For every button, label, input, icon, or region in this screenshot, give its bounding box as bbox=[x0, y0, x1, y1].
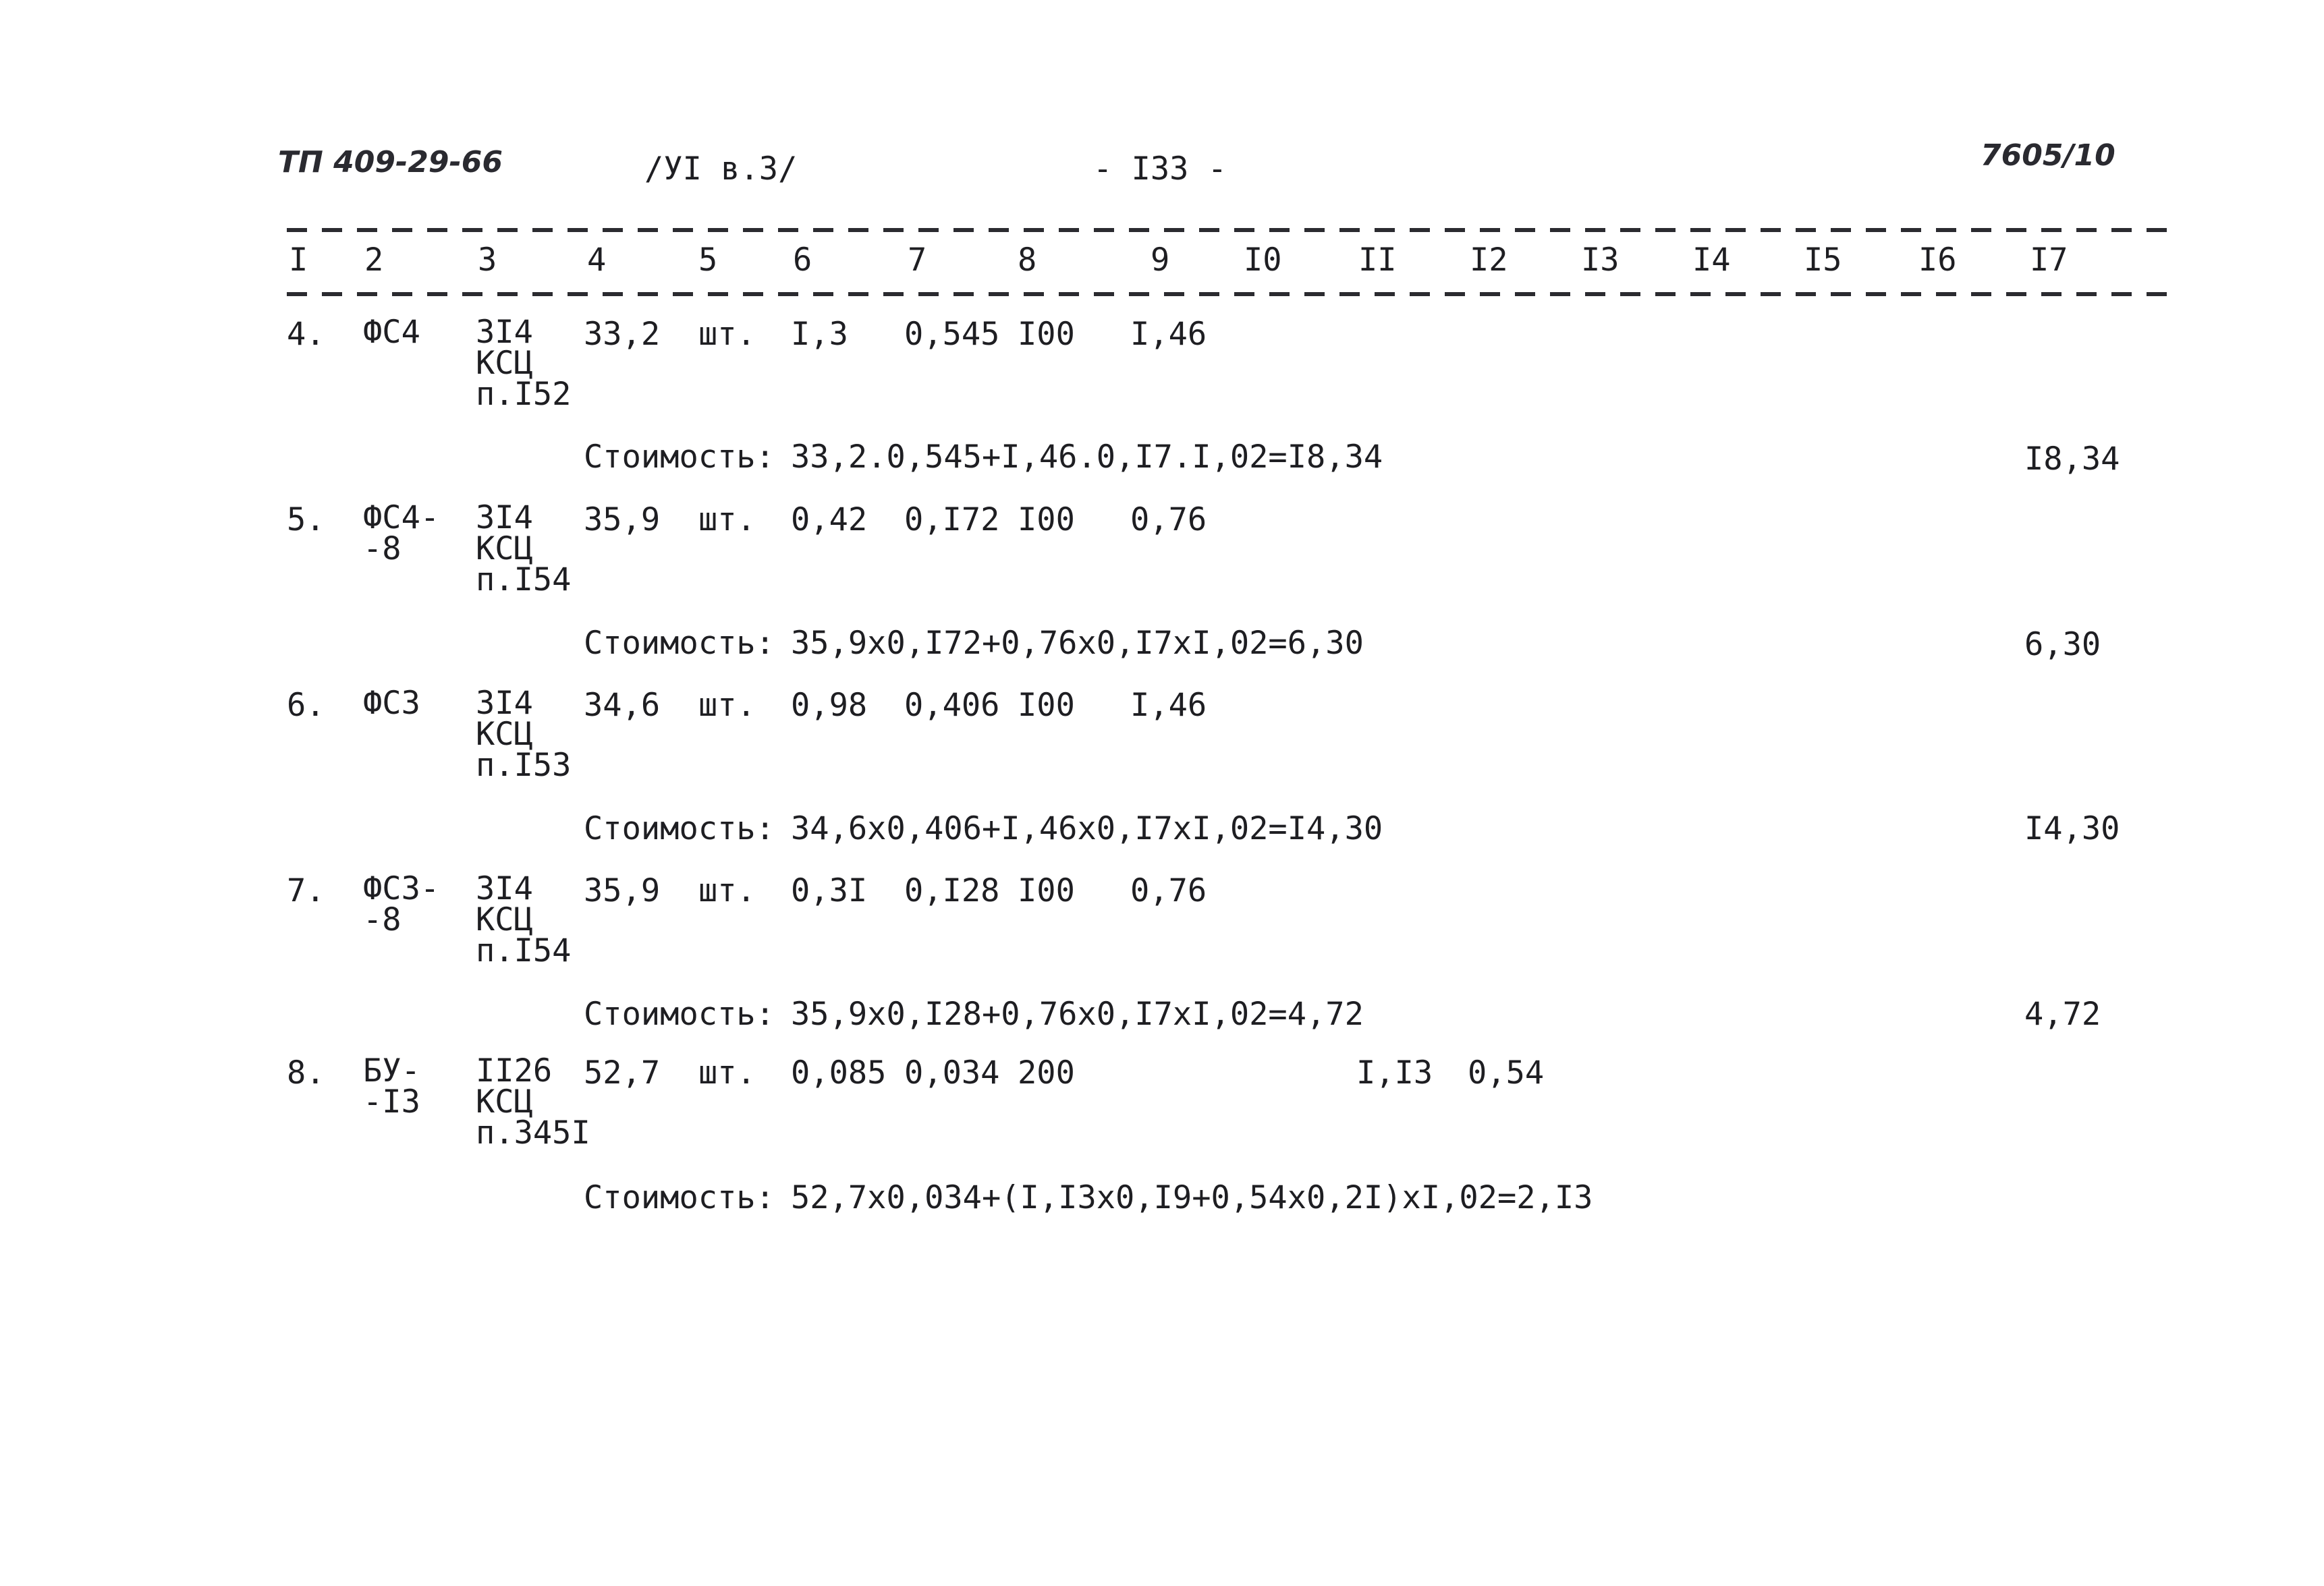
row-total: 4,72 bbox=[2024, 996, 2101, 1033]
reference-line: КСЦ bbox=[476, 716, 533, 753]
row-number: 7. bbox=[287, 872, 325, 909]
column-header: I7 bbox=[2030, 242, 2068, 279]
cost-formula: 35,9х0,I28+0,76х0,I7хI,02=4,72 bbox=[791, 996, 1364, 1033]
cell-col7: 0,406 bbox=[904, 687, 1000, 724]
reference-line: 3I4 bbox=[476, 314, 533, 351]
header-rule-top bbox=[287, 228, 2176, 232]
item-name-line: -I3 bbox=[363, 1083, 420, 1121]
cell-col8: I00 bbox=[1018, 501, 1075, 538]
item-name bbox=[363, 870, 440, 938]
cell-col11: I,I3 bbox=[1356, 1054, 1433, 1092]
cell-unit: шт. bbox=[698, 872, 756, 909]
column-header: 2 bbox=[364, 242, 384, 279]
reference-line: п.345I bbox=[476, 1114, 590, 1152]
cell-col9: 0,76 bbox=[1130, 872, 1207, 909]
row-number: 8. bbox=[287, 1054, 325, 1092]
item-reference bbox=[476, 314, 572, 413]
column-header: I6 bbox=[1918, 242, 1957, 279]
cell-col4: 35,9 bbox=[584, 872, 661, 909]
cell-col6: I,3 bbox=[791, 316, 848, 353]
item-name-line: ФС4 bbox=[363, 314, 420, 351]
row-number: 4. bbox=[287, 316, 325, 353]
item-name bbox=[363, 1052, 420, 1121]
cell-col4: 52,7 bbox=[584, 1054, 661, 1092]
row-total: 6,30 bbox=[2024, 626, 2101, 663]
reference-line: КСЦ bbox=[476, 1083, 533, 1121]
item-reference bbox=[476, 499, 572, 598]
cell-unit: шт. bbox=[698, 501, 756, 538]
cost-formula: 35,9х0,I72+0,76х0,I7хI,02=6,30 bbox=[791, 625, 1364, 662]
column-header: 6 bbox=[793, 242, 812, 279]
cell-col6: 0,085 bbox=[791, 1054, 887, 1092]
cell-unit: шт. bbox=[698, 316, 756, 353]
cell-col4: 34,6 bbox=[584, 687, 661, 724]
column-header: I5 bbox=[1804, 242, 1842, 279]
item-name-line: БУ- bbox=[363, 1052, 420, 1089]
cost-label: Стоимость: bbox=[584, 996, 775, 1033]
cell-col9: 0,76 bbox=[1130, 501, 1207, 538]
cell-col9: I,46 bbox=[1130, 687, 1207, 724]
column-header: I4 bbox=[1692, 242, 1731, 279]
cell-col6: 0,3I bbox=[791, 872, 868, 909]
column-header: 3 bbox=[478, 242, 497, 279]
item-reference bbox=[476, 870, 572, 969]
cell-col8: I00 bbox=[1018, 872, 1075, 909]
reference-line: п.I54 bbox=[476, 561, 572, 598]
item-name bbox=[363, 499, 440, 567]
header-rule-bottom bbox=[287, 292, 2176, 296]
reference-line: п.I54 bbox=[476, 932, 572, 969]
page-number: - I33 - bbox=[1093, 150, 1227, 188]
reference-line: II26 bbox=[476, 1052, 553, 1089]
row-total: I8,34 bbox=[2024, 441, 2120, 478]
reference-line: КСЦ bbox=[476, 901, 533, 938]
cost-label: Стоимость: bbox=[584, 438, 775, 476]
item-name-line: ФС4- bbox=[363, 499, 440, 536]
row-number: 5. bbox=[287, 501, 325, 538]
cost-label: Стоимость: bbox=[584, 1179, 775, 1216]
cell-col7: 0,I28 bbox=[904, 872, 1000, 909]
reference-line: КСЦ bbox=[476, 530, 533, 567]
item-name-line: ФС3- bbox=[363, 870, 440, 907]
item-reference bbox=[476, 1052, 590, 1152]
cell-col12: 0,54 bbox=[1468, 1054, 1545, 1092]
row-total: I4,30 bbox=[2024, 810, 2120, 847]
cell-col7: 0,I72 bbox=[904, 501, 1000, 538]
item-name-line: -8 bbox=[363, 530, 402, 567]
cell-col4: 33,2 bbox=[584, 316, 661, 353]
item-name-line: ФС3 bbox=[363, 685, 420, 722]
section-label: /УI в.3/ bbox=[644, 150, 798, 188]
cell-col7: 0,034 bbox=[904, 1054, 1000, 1092]
column-header: I2 bbox=[1470, 242, 1508, 279]
column-header: 4 bbox=[587, 242, 607, 279]
column-header: 9 bbox=[1151, 242, 1170, 279]
reference-line: 3I4 bbox=[476, 499, 533, 536]
item-name bbox=[363, 685, 420, 722]
reference-line: КСЦ bbox=[476, 345, 533, 382]
doc-code: ТП 409-29-66 bbox=[278, 145, 503, 179]
cost-label: Стоимость: bbox=[584, 810, 775, 847]
sheet-ref: 7605/10 bbox=[1981, 138, 2115, 173]
cell-col7: 0,545 bbox=[904, 316, 1000, 353]
cost-formula: 52,7х0,034+(I,I3х0,I9+0,54х0,2I)хI,02=2,I3 bbox=[791, 1179, 1593, 1216]
cell-col4: 35,9 bbox=[584, 501, 661, 538]
reference-line: 3I4 bbox=[476, 685, 533, 722]
item-name bbox=[363, 314, 420, 351]
column-header: I bbox=[289, 242, 308, 279]
column-header: 7 bbox=[908, 242, 927, 279]
column-header: II bbox=[1358, 242, 1397, 279]
column-header: 5 bbox=[698, 242, 718, 279]
column-header: I0 bbox=[1244, 242, 1282, 279]
item-name-line: -8 bbox=[363, 901, 402, 938]
column-header: I3 bbox=[1581, 242, 1620, 279]
reference-line: п.I52 bbox=[476, 376, 572, 413]
cell-unit: шт. bbox=[698, 1054, 756, 1092]
reference-line: п.I53 bbox=[476, 747, 572, 784]
column-header: 8 bbox=[1018, 242, 1037, 279]
cost-formula: 33,2.0,545+I,46.0,I7.I,02=I8,34 bbox=[791, 438, 1383, 476]
reference-line: 3I4 bbox=[476, 870, 533, 907]
cell-col8: I00 bbox=[1018, 316, 1075, 353]
item-reference bbox=[476, 685, 572, 784]
cost-formula: 34,6х0,406+I,46х0,I7хI,02=I4,30 bbox=[791, 810, 1383, 847]
cell-col9: I,46 bbox=[1130, 316, 1207, 353]
cell-unit: шт. bbox=[698, 687, 756, 724]
cell-col6: 0,42 bbox=[791, 501, 868, 538]
row-number: 6. bbox=[287, 687, 325, 724]
cell-col6: 0,98 bbox=[791, 687, 868, 724]
cell-col8: I00 bbox=[1018, 687, 1075, 724]
cell-col8: 200 bbox=[1018, 1054, 1075, 1092]
cost-label: Стоимость: bbox=[584, 625, 775, 662]
